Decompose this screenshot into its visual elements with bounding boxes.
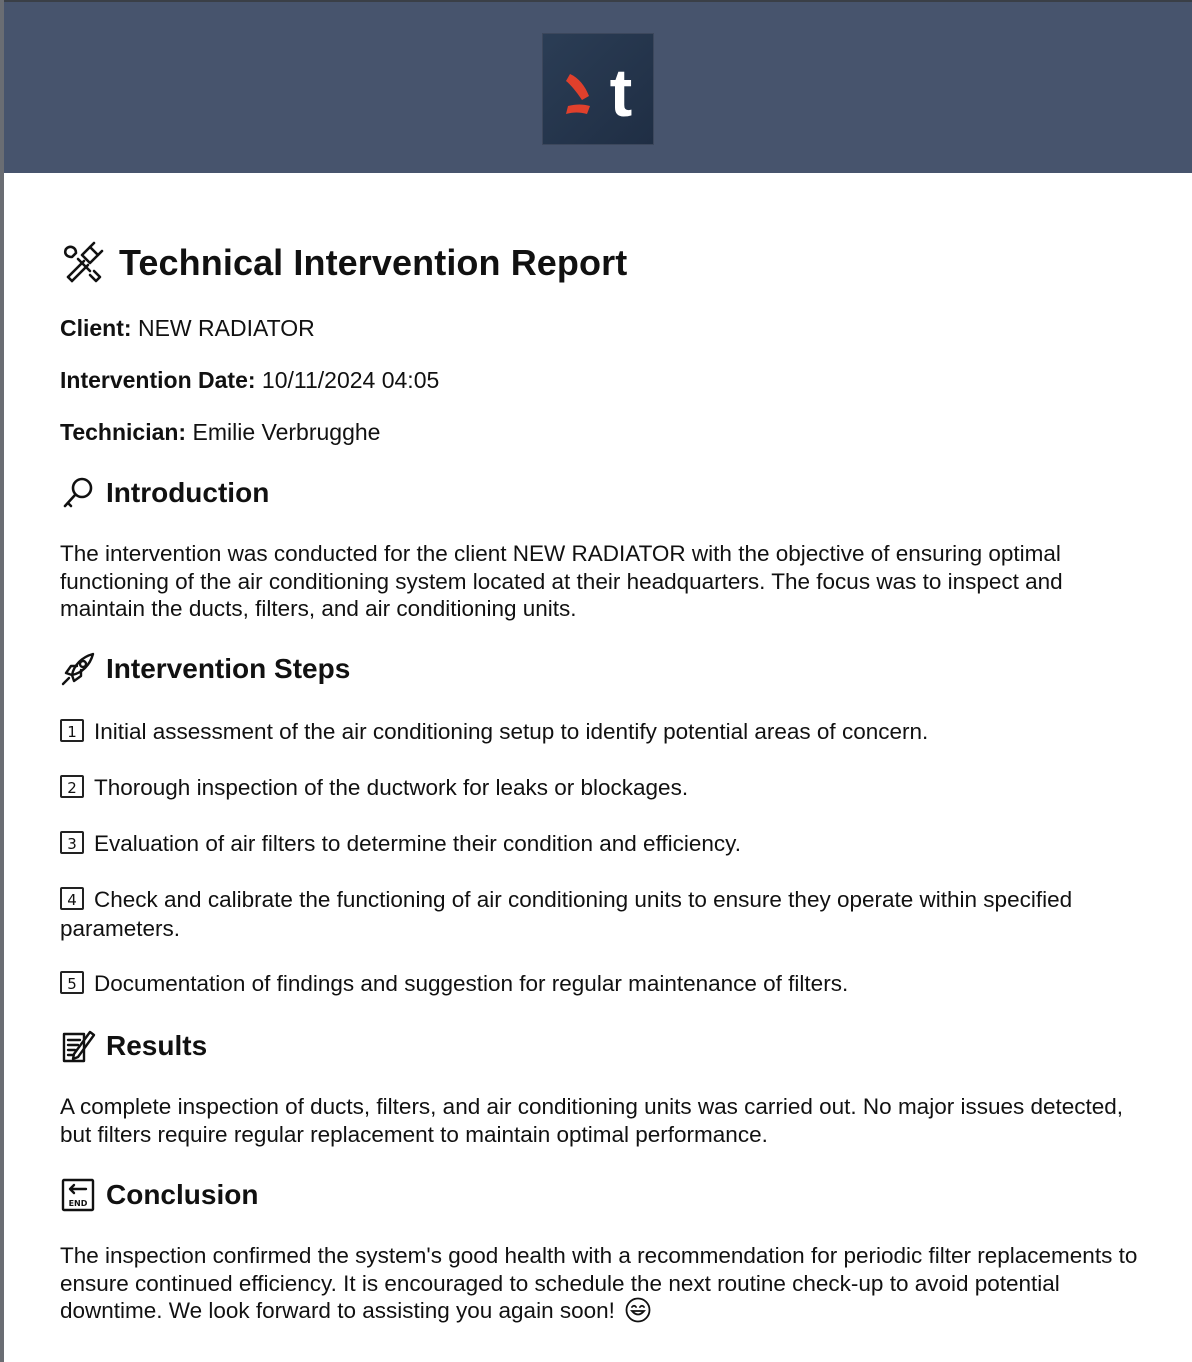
intervention-date-line	[60, 366, 439, 394]
step-number-badge: 4	[60, 887, 84, 910]
introduction-title: Introduction	[106, 477, 270, 508]
conclusion-text: The inspection confirmed the system's good health with a recommendation for periodic filter replacements to ensure continued efficiency. It is encouraged to schedule the next routine check-up to avoid potential downtime. We look forward to assisting you again soon!	[60, 1243, 1138, 1323]
steps-title: Intervention Steps	[106, 653, 351, 684]
end-arrow-icon	[60, 1177, 96, 1213]
memo-icon	[60, 1028, 96, 1064]
step-item	[60, 969, 1140, 998]
step-text: Documentation of findings and suggestion for regular maintenance of filters.	[94, 971, 849, 996]
step-number-badge: 3	[60, 831, 84, 854]
step-text: Check and calibrate the functioning of air conditioning units to ensure they operate within specified parameters.	[60, 887, 1073, 941]
step-text: Initial assessment of the air conditioning setup to identify potential areas of concern.	[94, 719, 929, 744]
brand-logo-letter: t	[609, 55, 633, 131]
results-title: Results	[106, 1030, 208, 1061]
client-value: NEW RADIATOR	[137, 315, 315, 341]
step-number-badge: 1	[60, 719, 84, 742]
steps-heading	[60, 651, 350, 687]
client-label: Client:	[60, 315, 132, 341]
hammer-wrench-icon	[60, 241, 104, 285]
page-left-edge	[0, 0, 4, 1362]
step-item	[60, 829, 1140, 858]
step-item	[60, 773, 1140, 802]
step-text: Thorough inspection of the ductwork for leaks or blockages.	[94, 775, 689, 800]
smiling-face-icon	[625, 1297, 651, 1323]
intervention-date-label: Intervention Date:	[60, 367, 256, 393]
introduction-body: The intervention was conducted for the client NEW RADIATOR with the objective of ensuring optimal functioning of the air conditioning system located at their headquarters. The focus was to inspect and maintain the ducts, filters, and air conditioning units.	[60, 541, 1063, 621]
conclusion-title: Conclusion	[106, 1179, 259, 1210]
results-body: A complete inspection of ducts, filters, and air conditioning units was carried out. No major issues detected, but filters require regular replacement to maintain optimal performance.	[60, 1094, 1124, 1147]
conclusion-heading	[60, 1177, 258, 1213]
step-text: Evaluation of air filters to determine their condition and efficiency.	[94, 831, 742, 856]
step-number-badge: 5	[60, 971, 84, 994]
page-title: Technical Intervention Report	[119, 242, 628, 283]
technician-value: Emilie Verbrugghe	[192, 419, 381, 445]
results-heading	[60, 1028, 207, 1064]
rocket-icon	[60, 651, 96, 687]
step-item	[60, 885, 1140, 943]
introduction-heading	[60, 475, 269, 511]
svg-text:END: END	[68, 1199, 88, 1208]
report-title-row	[60, 238, 627, 288]
brand-logo	[543, 34, 653, 144]
technician-line	[60, 418, 380, 446]
step-item	[60, 717, 1140, 746]
conclusion-body	[60, 1242, 1140, 1325]
client-line	[60, 314, 315, 342]
technician-label: Technician:	[60, 419, 187, 445]
brand-logo-mark	[543, 34, 653, 144]
magnifying-glass-icon	[60, 475, 96, 511]
intervention-date-value: 10/11/2024 04:05	[261, 367, 440, 393]
step-number-badge: 2	[60, 775, 84, 798]
